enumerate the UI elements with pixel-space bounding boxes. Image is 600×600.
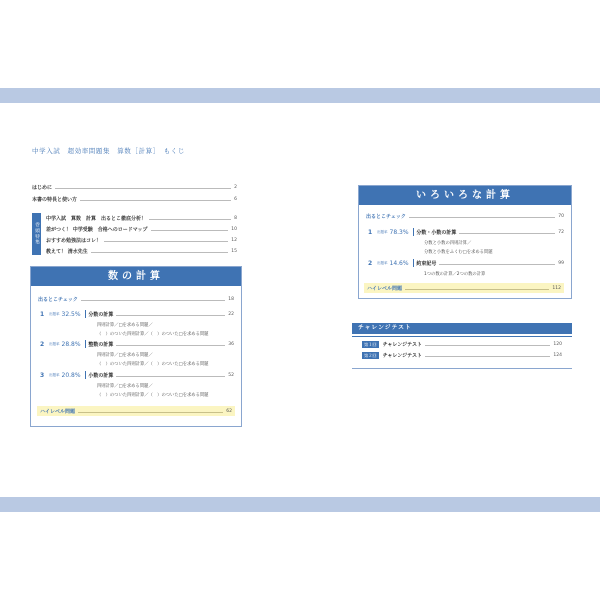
tokushu-tag: 巻頭特集 — [32, 213, 41, 255]
toc-page: 12 — [231, 238, 237, 243]
hilevel-page: 62 — [226, 408, 232, 414]
challenge-bottom-rule — [352, 368, 572, 369]
unit-number: 3 — [40, 371, 45, 379]
check-label: 出るとこチェック — [38, 297, 78, 303]
rate-label: 出題率 — [377, 260, 388, 265]
check-page: 70 — [558, 214, 564, 219]
unit-name: 分数の計算 — [88, 311, 114, 318]
rate-label: 出題率 — [49, 311, 60, 316]
toc-label: 本書の特長と使い方 — [32, 197, 78, 203]
unit-number: 1 — [368, 228, 373, 236]
rate-label: 出題率 — [49, 372, 60, 377]
hilevel-row[interactable] — [37, 406, 235, 416]
toc-label: 差がつく！ 中学受験 合格へのロードマップ — [46, 227, 148, 233]
unit-number: 2 — [368, 259, 373, 267]
toc-page: 8 — [234, 216, 237, 221]
round-tag: 第２回 — [364, 353, 377, 358]
leader-dots — [55, 188, 231, 189]
check-page: 18 — [228, 297, 234, 302]
toc-label: はじめに — [32, 185, 53, 191]
unit-page: 52 — [228, 372, 234, 378]
divider — [413, 259, 414, 267]
check-row[interactable] — [366, 213, 564, 220]
leader-dots — [439, 264, 555, 265]
section-heading: 数の計算 — [31, 267, 241, 286]
unit-subtopic: 四則計算／□を求める問題／ — [97, 323, 153, 328]
unit-subtopic: （ ）のついた四則計算／（ ）のついた□を求める問題 — [97, 332, 209, 337]
challenge-page: 120 — [553, 342, 562, 347]
unit-row[interactable] — [40, 340, 234, 348]
leader-dots — [116, 345, 225, 346]
toc-label: 中学入試 算数 計算 出るとこ徹底分析！ — [46, 216, 147, 222]
check-label: 出るとこチェック — [366, 214, 406, 220]
toc-intro[interactable] — [32, 184, 237, 191]
toc-tokushu-item[interactable] — [46, 226, 237, 233]
unit-subtopic: 分数と小数の四則計算／ — [424, 241, 472, 246]
unit-page: 72 — [558, 229, 564, 235]
leader-dots — [116, 315, 225, 316]
leader-dots — [116, 376, 225, 377]
challenge-row[interactable] — [362, 352, 562, 359]
leader-dots — [425, 345, 550, 346]
leader-dots — [459, 233, 555, 234]
unit-number: 2 — [40, 340, 45, 348]
toc-tokushu-item[interactable] — [46, 248, 237, 255]
unit-page: 36 — [228, 341, 234, 347]
hilevel-row[interactable] — [364, 283, 564, 293]
rate-value: 78.3% — [389, 228, 409, 236]
hilevel-label: ハイレベル問題 — [40, 408, 76, 415]
divider — [85, 310, 86, 318]
unit-row[interactable] — [40, 310, 234, 318]
toc-page: 10 — [231, 227, 237, 232]
toc-page: 15 — [231, 249, 237, 254]
leader-dots — [405, 289, 549, 290]
unit-page: 99 — [558, 260, 564, 266]
toc-page: 6 — [234, 197, 237, 202]
unit-name: 分数・小数の計算 — [416, 229, 457, 236]
bottom-band — [0, 497, 600, 512]
toc-features[interactable] — [32, 196, 237, 203]
hilevel-page: 112 — [552, 285, 561, 291]
unit-row[interactable] — [368, 259, 564, 267]
unit-row[interactable] — [368, 228, 564, 236]
page-title: 中学入試 超効率問題集 算数［計算］ もくじ — [32, 147, 185, 155]
toc-tokushu-item[interactable] — [46, 215, 237, 222]
leader-dots — [151, 230, 229, 231]
challenge-rule — [352, 336, 572, 337]
divider — [85, 340, 86, 348]
toc-tokushu-item[interactable] — [46, 237, 237, 244]
leader-dots — [149, 219, 231, 220]
leader-dots — [91, 252, 229, 253]
leader-dots — [80, 200, 231, 201]
leader-dots — [425, 356, 550, 357]
rate-label: 出題率 — [49, 341, 60, 346]
challenge-name: チャレンジテスト — [382, 342, 422, 348]
unit-subtopic: 四則計算／□を求める問題／ — [97, 384, 153, 389]
challenge-name: チャレンジテスト — [382, 353, 422, 359]
unit-subtopic: （ ）のついた四則計算／（ ）のついた□を求める問題 — [97, 362, 209, 367]
toc-label: おすすめ勉強法はコレ！ — [46, 238, 102, 244]
rate-value: 32.5% — [61, 310, 81, 318]
top-band — [0, 88, 600, 103]
rate-value: 28.8% — [61, 340, 81, 348]
hilevel-label: ハイレベル問題 — [367, 285, 403, 292]
leader-dots — [104, 241, 228, 242]
unit-subtopic: 分数と小数をふくむ□を求める問題 — [424, 250, 493, 255]
challenge-heading: チャレンジテスト — [352, 323, 572, 334]
rate-label: 出題率 — [377, 229, 388, 234]
divider — [413, 228, 414, 236]
unit-name: 整数の計算 — [88, 341, 114, 348]
check-row[interactable] — [38, 296, 234, 303]
unit-subtopic: （ ）のついた四則計算／（ ）のついた□を求める問題 — [97, 393, 209, 398]
rate-value: 14.6% — [389, 259, 409, 267]
leader-dots — [81, 300, 225, 301]
unit-row[interactable] — [40, 371, 234, 379]
unit-name: 小数の計算 — [88, 372, 114, 379]
unit-subtopic: 1つの数の計算／2つの数の計算 — [424, 272, 486, 277]
unit-page: 22 — [228, 311, 234, 317]
section-heading: いろいろな計算 — [359, 186, 571, 205]
round-tag: 第１回 — [364, 342, 377, 347]
leader-dots — [409, 217, 555, 218]
leader-dots — [78, 412, 223, 413]
rate-value: 20.8% — [61, 371, 81, 379]
unit-number: 1 — [40, 310, 45, 318]
toc-page: 2 — [234, 185, 237, 190]
divider — [85, 371, 86, 379]
unit-subtopic: 四則計算／□を求める問題／ — [97, 353, 153, 358]
unit-name: 約束記号 — [416, 260, 437, 267]
toc-label: 教えて！ 清水先生 — [46, 249, 88, 255]
challenge-page: 124 — [553, 353, 562, 358]
challenge-row[interactable] — [362, 341, 562, 348]
